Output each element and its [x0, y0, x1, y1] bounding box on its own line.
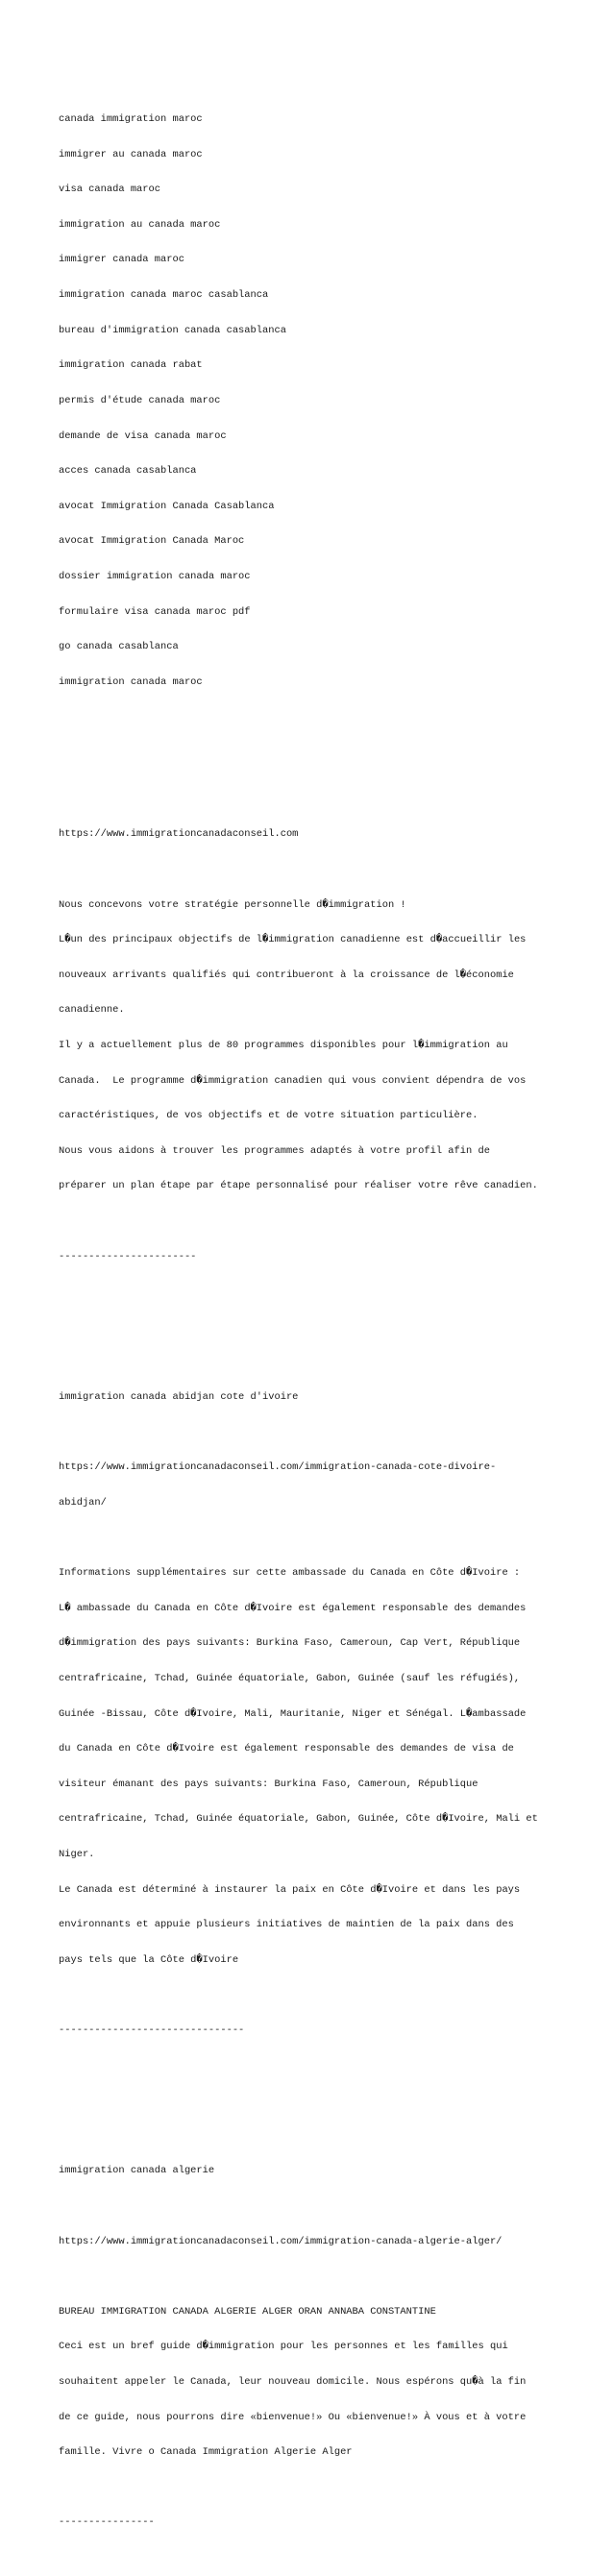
section-separator: ----------------------- [59, 1250, 197, 1263]
paragraph-line: L� ambassade du Canada en Côte d�Ivoire est également responsable des demandes [59, 1602, 527, 1614]
site-url-link[interactable]: https://www.immigrationcanadaconseil.com [59, 828, 299, 841]
spacer [59, 2200, 558, 2212]
paragraph-line: L�un des principaux objectifs de l�immigration canadienne est d�accueillir les [59, 934, 527, 946]
keyword-line: canada immigration maroc [59, 113, 203, 126]
spacer [59, 1321, 558, 1333]
paragraph-line: Le Canada est déterminé à instaurer la paix en Côte d�Ivoire et dans les pays [59, 1883, 521, 1896]
keyword-line: go canada casablanca [59, 641, 179, 653]
paragraph-line: BUREAU IMMIGRATION CANADA ALGERIE ALGER ORAN ANNABA CONSTANTINE [59, 2305, 436, 2318]
spacer [59, 1533, 558, 1544]
keyword-line: dossier immigration canada maroc [59, 570, 251, 582]
paragraph-line: préparer un plan étape par étape personnalisé pour réaliser votre rêve canadien. [59, 1180, 538, 1192]
keyword-line: bureau d'immigration canada casablanca [59, 324, 286, 336]
paragraph-line: centrafricaine, Tchad, Guinée équatoriale, Gabon, Guinée (sauf les réfugiés), [59, 1672, 521, 1684]
paragraph-line: nouveaux arrivants qualifiés qui contribueront à la croissance de l�économie [59, 969, 514, 981]
keyword-line: acces canada casablanca [59, 465, 197, 478]
keyword-line: permis d'étude canada maroc [59, 394, 221, 406]
paragraph-line: visiteur émanant des pays suivants: Burkina Faso, Cameroun, République [59, 1778, 478, 1790]
spacer [59, 747, 558, 770]
paragraph-line: du Canada en Côte d�Ivoire est également responsable des demandes de visa de [59, 1743, 514, 1755]
section-separator: ------------------------------- [59, 2024, 245, 2037]
keyword-line: visa canada maroc [59, 184, 161, 196]
section-title: immigration canada abidjan cote d'ivoire [59, 1391, 299, 1404]
keyword-line: immigrer au canada maroc [59, 148, 203, 160]
paragraph-line: d�immigration des pays suivants: Burkina Faso, Cameroun, Cap Vert, République [59, 1637, 521, 1650]
paragraph-line: Niger. [59, 1848, 95, 1860]
keyword-line: demande de visa canada maroc [59, 429, 227, 442]
section-title: immigration canada algerie [59, 2165, 215, 2177]
paragraph-line: canadienne. [59, 1004, 125, 1017]
keyword-line: immigration au canada maroc [59, 218, 221, 231]
paragraph-line: famille. Vivre o Canada Immigration Algerie Alger [59, 2446, 353, 2459]
paragraph-line: Ceci est un bref guide d�immigration pour les personnes et les familles qui [59, 2341, 508, 2353]
paragraph-line: Guinée -Bissau, Côte d�Ivoire, Mali, Mauritanie, Niger et Sénégal. L�ambassade [59, 1707, 527, 1720]
cote-divoire-url-link[interactable]: https://www.immigrationcanadaconseil.com/immigration-canada-cote-divoire- [59, 1461, 497, 1474]
paragraph-line: Il y a actuellement plus de 80 programmes disponibles pour l�immigration au [59, 1040, 508, 1052]
paragraph-line: souhaitent appeler le Canada, leur nouveau domicile. Nous espérons qu�à la fin [59, 2376, 527, 2389]
keyword-line: immigration canada rabat [59, 359, 203, 372]
paragraph-line: Informations supplémentaires sur cette ambassade du Canada en Côte d�Ivoire : [59, 1567, 521, 1580]
document-page [59, 55, 558, 2576]
keyword-line: immigration canada maroc casablanca [59, 289, 269, 302]
section-separator: ---------------- [59, 2516, 155, 2529]
spacer [59, 2095, 558, 2106]
spacer [59, 2270, 558, 2282]
spacer [59, 1989, 558, 2000]
cote-divoire-url-link-cont[interactable]: abidjan/ [59, 1496, 107, 1509]
section-algerie [59, 2142, 558, 2552]
section-strategy [59, 805, 558, 1286]
keyword-line: immigrer canada maroc [59, 254, 184, 266]
keyword-line: avocat Immigration Canada Casablanca [59, 500, 275, 512]
algerie-url-link[interactable]: https://www.immigrationcanadaconseil.com/immigration-canada-algerie-alger/ [59, 2235, 503, 2247]
spacer [59, 864, 558, 875]
spacer [59, 1427, 558, 1438]
paragraph-line: Nous concevons votre stratégie personnelle d�immigration ! [59, 898, 406, 911]
paragraph-line: pays tels que la Côte d�Ivoire [59, 1953, 239, 1966]
keyword-list [59, 90, 558, 712]
keyword-line: avocat Immigration Canada Maroc [59, 535, 245, 548]
spacer [59, 2482, 558, 2493]
spacer [59, 1215, 558, 1227]
paragraph-line: centrafricaine, Tchad, Guinée équatoriale, Gabon, Guinée, Côte d�Ivoire, Mali et [59, 1813, 538, 1826]
paragraph-line: Canada. Le programme d�immigration canadien qui vous convient dépendra de vos [59, 1074, 527, 1087]
paragraph-line: de ce guide, nous pourrons dire «bienvenue!» Ou «bienvenue!» À vous et à votre [59, 2411, 527, 2423]
paragraph-line: Nous vous aidons à trouver les programmes adaptés à votre profil afin de [59, 1144, 490, 1157]
paragraph-line: environnants et appuie plusieurs initiatives de maintien de la paix dans des [59, 1919, 514, 1931]
keyword-line: formulaire visa canada maroc pdf [59, 605, 251, 618]
paragraph-line: caractéristiques, de vos objectifs et de votre situation particulière. [59, 1110, 478, 1122]
keyword-line: immigration canada maroc [59, 675, 203, 688]
section-cote-divoire [59, 1368, 558, 2060]
